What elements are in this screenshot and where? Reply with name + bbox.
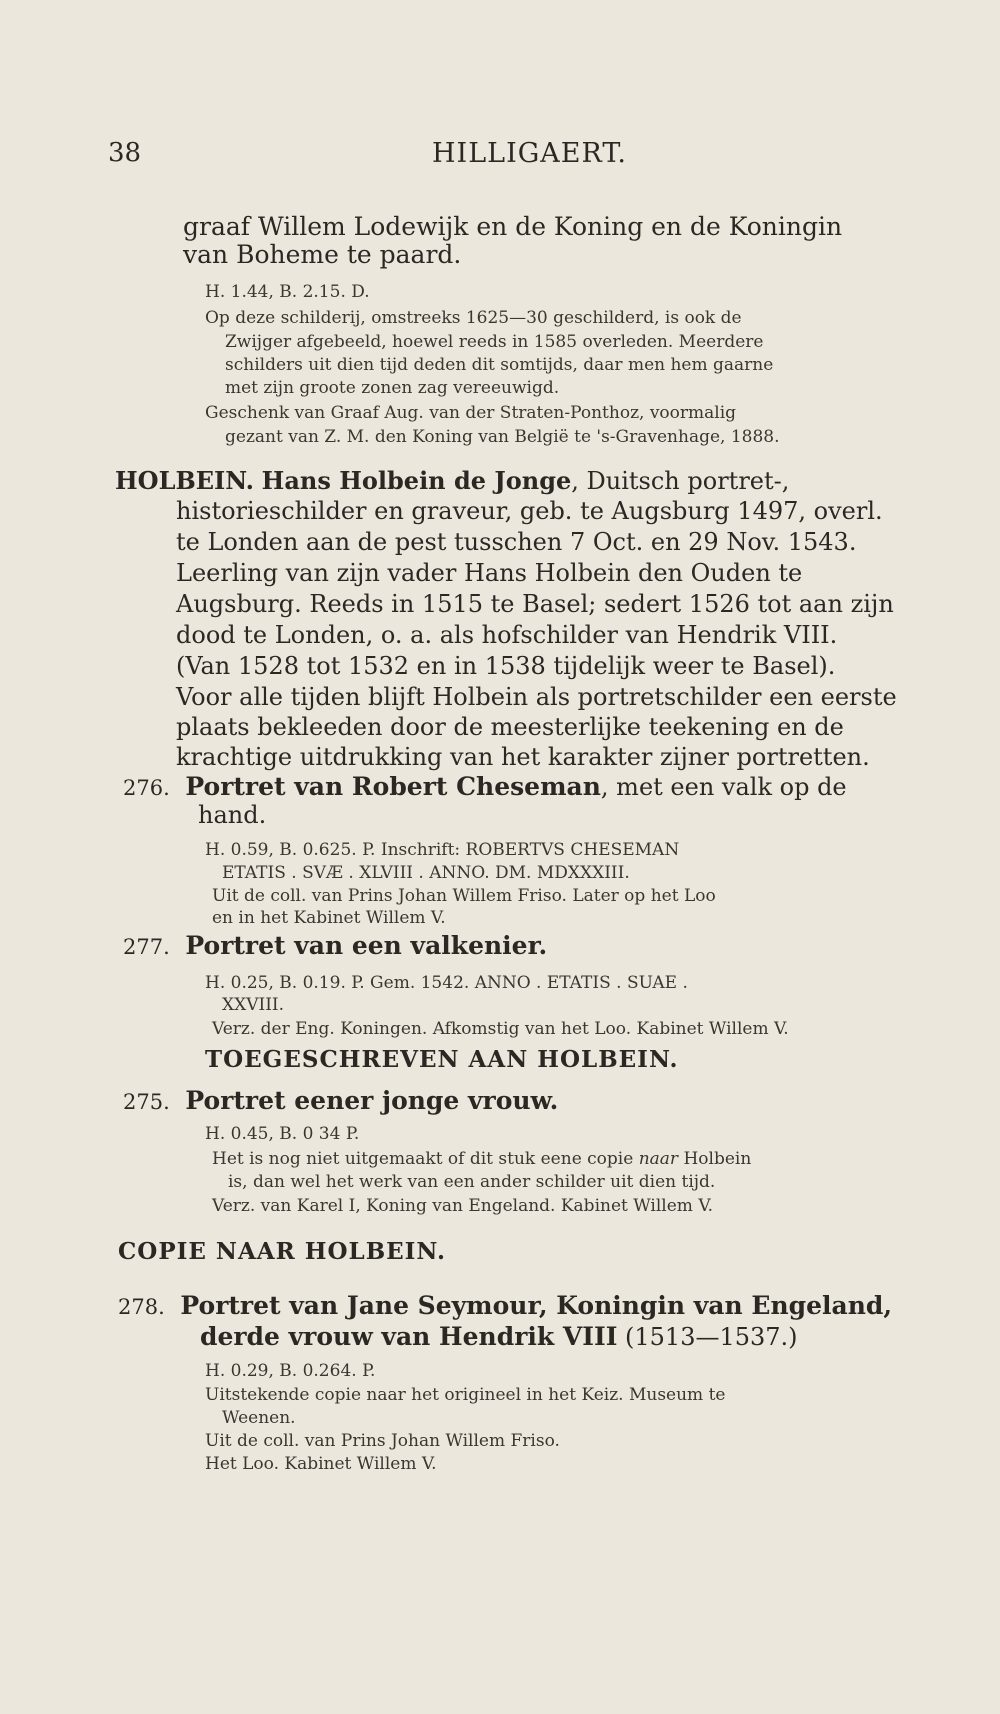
provenance-line: gezant van Z. M. den Koning van België te 's-Gravenhage, 1888. [225,427,780,447]
note-line: Weenen. [222,1408,296,1428]
item-title: Portret van Robert Cheseman [185,772,601,801]
item-title-line [123,772,847,803]
text-fragment: Het is nog niet uitgemaakt of dit stuk eene copie [212,1149,639,1169]
bio-line: te Londen aan de pest tusschen 7 Oct. en 29 Nov. 1543. [176,528,857,556]
text-fragment: (1513—1537.) [617,1323,798,1351]
dimensions: H. 0.29, B. 0.264. P. [205,1361,376,1381]
item-title-line [123,931,547,962]
item-title: Portret van een valkenier. [185,931,548,960]
provenance-line: en in het Kabinet Willem V. [212,908,446,928]
section-heading: TOEGESCHREVEN AAN HOLBEIN. [205,1046,679,1073]
provenance-line: Verz. der Eng. Koningen. Afkomstig van het Loo. Kabinet Willem V. [212,1019,789,1039]
provenance-line: Uit de coll. van Prins Johan Willem Friso. [205,1431,560,1451]
item-title: Portret eener jonge vrouw. [185,1086,559,1115]
inscription-line: XXVIII. [222,995,285,1015]
dimensions: H. 0.59, B. 0.625. P. Inschrift: ROBERTVS CHESEMAN [205,840,680,860]
running-title: HILLIGAERT. [432,138,627,169]
bio-line: Leerling van zijn vader Hans Holbein den Ouden te [176,559,803,587]
bio-line: (Van 1528 tot 1532 en in 1538 tijdelijk weer te Basel). [176,652,836,680]
provenance-line: Het Loo. Kabinet Willem V. [205,1454,437,1474]
note-line: met zijn groote zonen zag vereeuwigd. [225,378,560,398]
section-heading: COPIE NAAR HOLBEIN. [118,1238,446,1265]
bio-line: dood te Londen, o. a. als hofschilder van Hendrik VIII. [176,621,838,649]
note-line: schilders uit dien tijd deden dit somtijds, daar men hem gaarne [225,355,774,375]
item-title-line [123,1086,558,1117]
item-number: 277. [123,935,170,959]
item-title-line: hand. [198,801,267,829]
item-number: 276. [123,776,170,800]
bio-line: Augsburg. Reeds in 1515 te Basel; sedert 1526 tot aan zijn [176,590,894,618]
italic-word: naar [638,1149,679,1169]
text-fragment: , met een valk op de [600,773,847,801]
artist-name-label: HOLBEIN. [115,466,255,495]
item-number: 275. [123,1090,170,1114]
bio-line: Voor alle tijden blijft Holbein als portretschilder een eerste [176,683,897,711]
dimensions: H. 0.45, B. 0 34 P. [205,1124,360,1144]
bio-line: historieschilder en graveur, geb. te Augsburg 1497, overl. [176,497,883,525]
text-line: graaf Willem Lodewijk en de Koning en de Koningin [183,212,843,241]
text-fragment: Holbein [678,1149,752,1169]
note-line: Zwijger afgebeeld, hoewel reeds in 1585 overleden. Meerdere [225,332,764,352]
page-number: 38 [108,138,142,168]
bio-line: plaats bekleeden door de meesterlijke teekening en de [176,713,844,741]
text-fragment: , Duitsch portret-, [571,467,790,495]
inscription-line: ETATIS . SVÆ . XLVIII . ANNO. DM. MDXXXIII. [222,863,630,883]
dimensions: H. 1.44, B. 2.15. D. [205,282,370,302]
dimensions: H. 0.25, B. 0.19. P. Gem. 1542. ANNO . ETATIS . SUAE . [205,973,688,993]
text-line: van Boheme te paard. [183,240,462,269]
note-line: Op deze schilderij, omstreeks 1625—30 geschilderd, is ook de [205,308,742,328]
item-title-line [200,1322,798,1352]
provenance-line: Verz. van Karel I, Koning van Engeland. Kabinet Willem V. [212,1196,714,1216]
item-title: derde vrouw van Hendrik VIII [200,1322,618,1351]
item-title: Portret van Jane Seymour, Koningin van Engeland, [180,1291,893,1320]
bio-line: krachtige uitdrukking van het karakter zijner portretten. [176,743,870,771]
note-line [212,1148,751,1170]
artist-full-name: Hans Holbein de Jonge [261,466,572,495]
item-number: 278. [118,1295,165,1319]
artist-heading-line [115,466,789,496]
note-line: is, dan wel het werk van een ander schilder uit dien tijd. [228,1172,716,1192]
page-header [0,138,1000,178]
provenance-line: Geschenk van Graaf Aug. van der Straten-Ponthoz, voormalig [205,403,737,423]
provenance-line: Uit de coll. van Prins Johan Willem Friso. Later op het Loo [212,886,716,906]
note-line: Uitstekende copie naar het origineel in het Keiz. Museum te [205,1385,726,1405]
item-title-line [118,1291,892,1322]
